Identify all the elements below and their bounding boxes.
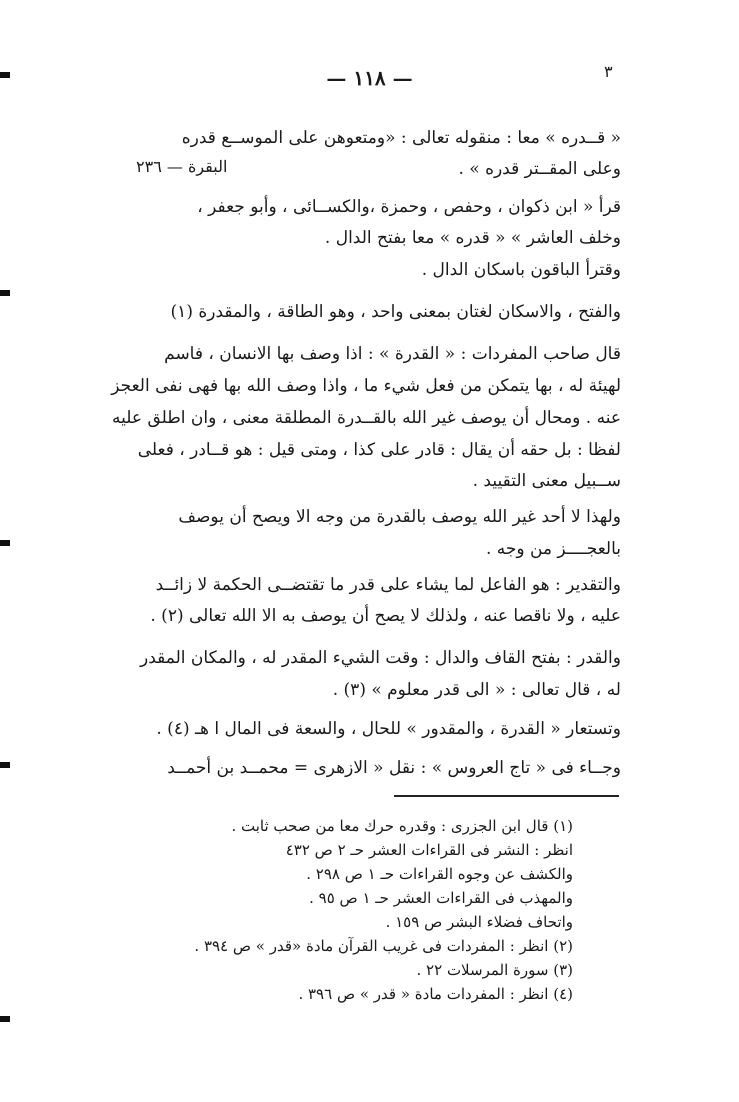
body-line: عليه ، ولا ناقصا عنه ، ولذلك لا يصح أن يوصف به الا الله تعالى (٢) . bbox=[150, 606, 621, 626]
footnote-line: (١) قال ابن الجزرى : وقدره حرك معا من صحب ثابت . bbox=[231, 817, 573, 835]
body-line: عنه . ومحال أن يوصف غير الله بالقــدرة المطلقة معنى ، وان اطلق عليه bbox=[112, 408, 621, 428]
footnote-line: (٢) انظر : المفردات فى غريب القرآن مادة «قدر » ص ٣٩٤ . bbox=[194, 937, 573, 955]
footnote-line: (٤) انظر : المفردات مادة « قدر » ص ٣٩٦ . bbox=[298, 985, 573, 1003]
edge-mark bbox=[0, 290, 10, 296]
page-number: — ١١٨ — bbox=[326, 66, 413, 90]
body-line: له ، قال تعالى : « الى قدر معلوم » (٣) . bbox=[332, 680, 621, 700]
edge-mark bbox=[0, 540, 10, 546]
body-line: ولهذا لا أحد غير الله يوصف بالقدرة من وجه الا ويصح أن يوصف bbox=[178, 507, 621, 527]
body-line: والفتح ، والاسكان لغتان بمعنى واحد ، وهو الطاقة ، والمقدرة (١) bbox=[170, 302, 621, 322]
body-line: لفظا : بل حقه أن يقال : قادر على كذا ، ومتى قيل : هو قــادر ، فعلى bbox=[137, 440, 621, 460]
body-line: ســبيل معنى التقييد . bbox=[472, 471, 621, 491]
footnote-line: (٣) سورة المرسلات ٢٢ . bbox=[416, 961, 573, 979]
body-line: وقترأ الباقون باسكان الدال . bbox=[421, 260, 621, 280]
body-line: والقدر : بفتح القاف والدال : وقت الشيء المقدر له ، والمكان المقدر bbox=[140, 648, 621, 668]
footnote-divider bbox=[394, 795, 619, 797]
footnote-line: واتحاف فضلاء البشر ص ١٥٩ . bbox=[385, 913, 573, 931]
body-line: بالعجــــز من وجه . bbox=[485, 539, 621, 559]
body-line: لهيئة له ، بها يتمكن من فعل شيء ما ، واذا وصف الله بها فهى نفى العجز bbox=[111, 376, 621, 396]
body-line: قال صاحب المفردات : « القدرة » : اذا وصف بها الانسان ، فاسم bbox=[164, 344, 621, 364]
body-line: وجــاء فى « تاج العروس » : نقل « الازهرى = محمــد بن أحمــد bbox=[167, 758, 621, 778]
body-line: والتقدير : هو الفاعل لما يشاء على قدر ما تقتضــى الحكمة لا زائــد bbox=[155, 575, 621, 595]
footnote-line: والكشف عن وجوه القراءات حـ ١ ص ٢٩٨ . bbox=[306, 865, 573, 883]
footnote-line: انظر : النشر فى القراءات العشر حـ ٢ ص ٤٣٢ bbox=[285, 841, 573, 859]
edge-mark bbox=[0, 1016, 10, 1022]
footnote-line: والمهذب فى القراءات العشر حـ ١ ص ٩٥ . bbox=[309, 889, 573, 907]
body-line: وخلف العاشر » « قدره » معا بفتح الدال . bbox=[324, 228, 621, 248]
quran-reference: البقرة — ٢٣٦ bbox=[136, 157, 228, 176]
corner-mark: ٣ bbox=[604, 62, 613, 81]
edge-mark bbox=[0, 762, 10, 768]
body-line: وتستعار « القدرة ، والمقدور » للحال ، والسعة فى المال ا هـ (٤) . bbox=[156, 719, 621, 739]
body-line: « قــدره » معا : منقوله تعالى : «ومتعوهن على الموســع قدره bbox=[181, 128, 621, 148]
body-line: قرأ « ابن ذكوان ، وحفص ، وحمزة ،والكســائى ، وأبو جعفر ، bbox=[197, 197, 621, 217]
body-line: وعلى المقــتر قدره » . bbox=[458, 159, 621, 179]
